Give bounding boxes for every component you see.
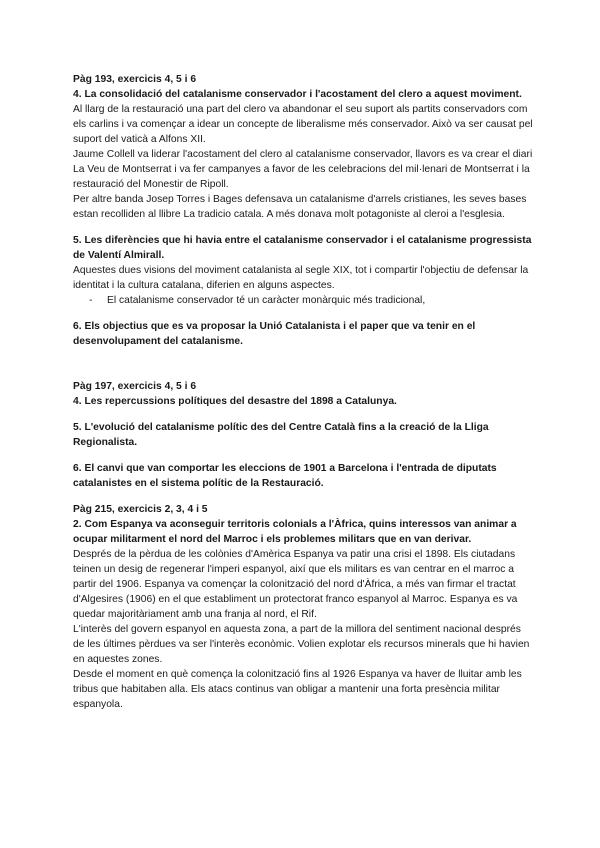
section-reference: Pàg 215, exercicis 2, 3, 4 i 5 — [73, 504, 208, 515]
answer-paragraph: Al llarg de la restauració una part del clero va abandonar el seu suport als partits conservadors com els carlins i va començar a idear un concepte de liberalisme més conservador. Això va ser causat pel suport del vaticà a Alfons XII. — [73, 104, 533, 145]
list-item-text: El catalanisme conservador té un caràcter monàrquic més tradicional, — [107, 295, 426, 306]
answer-paragraph: Jaume Collell va liderar l'acostament del clero al catalanisme conservador, llavors es va crear el diari La Veu de Montserrat i va fer campanyes a favor de les celebracions del mil·lenari de Montserrat i la restauració del Monestir de Ripoll. — [73, 149, 533, 190]
answer-paragraph: Per altre banda Josep Torres i Bages defensava un catalanisme d'arrels cristianes, les seves bases estan recolliden al llibre La tradicio catala. A més donava molt potagoniste al cleroi a l'esglesia. — [73, 194, 527, 220]
section-reference: Pàg 193, exercicis 4, 5 i 6 — [73, 74, 197, 85]
question-heading: 4. Les repercussions polítiques del desastre del 1898 a Catalunya. — [73, 396, 397, 407]
question-heading: 6. El canvi que van comportar les eleccions de 1901 a Barcelona i l'entrada de diputats catalanistes en el sistema polític de la Restauració. — [73, 463, 497, 489]
question-heading: 2. Com Espanya va aconseguir territoris colonials a l'Àfrica, quins interessos van animar a ocupar militarment el nord del Marroc i els problemes militars que en van derivar. — [73, 519, 517, 545]
question-heading: 6. Els objectius que es va proposar la Unió Catalanista i el paper que va tenir en el desenvolupament del catalanisme. — [73, 321, 476, 347]
answer-paragraph: Aquestes dues visions del moviment catalanista al segle XIX, tot i compartir l'objectiu de defensar la identitat i la cultura catalana, diferien en alguns aspectes. — [73, 265, 529, 291]
question-heading: 5. L'evolució del catalanisme polític des del Centre Català fins a la creació de la Lliga Regionalista. — [73, 422, 489, 448]
list-item — [73, 293, 533, 308]
answer-paragraph: Desde el moment en què comença la colonització fins al 1926 Espanya va haver de lluitar amb les tribus que habitaben alla. Els atacs continus van obligar a mantenir una forta presència militar espanyola. — [73, 669, 522, 710]
bullet-dash: - — [89, 295, 93, 306]
answer-paragraph: L'interès del govern espanyol en aquesta zona, a part de la millora del sentiment nacional després de les últimes pèrdues va ser l'interès econòmic. Volien explotar els recursos minerals que hi havien en aquestes zones. — [73, 624, 530, 665]
document-body — [73, 72, 533, 712]
question-heading: 4. La consolidació del catalanisme conservador i l'acostament del clero a aquest moviment. — [73, 89, 522, 100]
question-heading: 5. Les diferències que hi havia entre el catalanisme conservador i el catalanisme progressista de Valentí Almirall. — [73, 235, 532, 261]
section-reference: Pàg 197, exercicis 4, 5 i 6 — [73, 381, 197, 392]
answer-paragraph: Després de la pèrdua de les colònies d'Amèrica Espanya va patir una crisi el 1898. Els ciutadans teinen un desig de regenerar l'imperi espanyol, així que els militars es van centrar en el marroc a partir del 1906. Espanya va començar la colonització del nord d'Àfrica, a més van firmar el tractat d'Algesires (1906) en el que establiment un protectorat franco espanyol al Marroc. Espanya es va quedar majoritàriament amb una franja al nord, el Rif. — [73, 549, 518, 620]
